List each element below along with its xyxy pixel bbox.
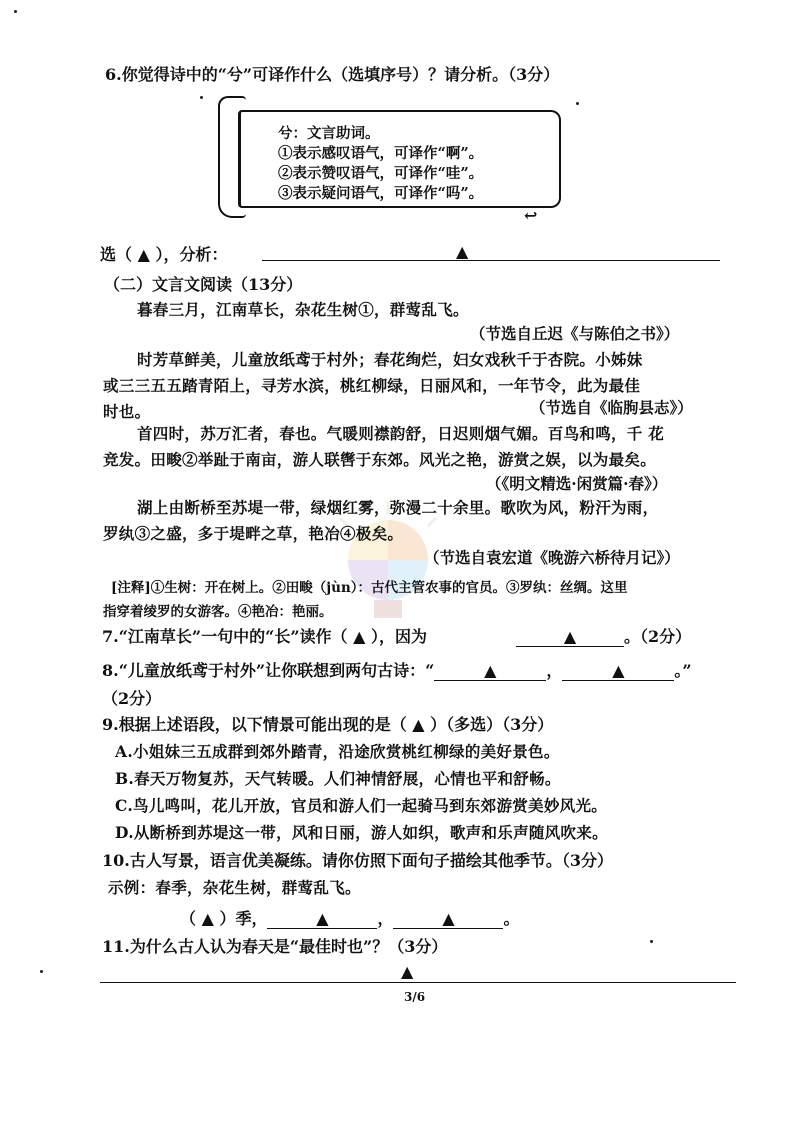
passage-3-line-2: 竞发。田畯②举趾于南亩，游人联辔于东郊。风光之艳，游赏之娱，以为最矣。 bbox=[103, 450, 657, 469]
watermark-lightbulb-icon bbox=[318, 498, 458, 638]
annotation-line-2: 指穿着绫罗的女游客。④艳冶：艳丽。 bbox=[103, 604, 333, 620]
q11-answer-mark: ▲ bbox=[401, 962, 414, 981]
scan-speck bbox=[576, 102, 579, 105]
q8-blank-2[interactable]: ▲ bbox=[562, 662, 674, 681]
q11-prompt: 11.为什么古人认为春天是“最佳时也”？（3分） bbox=[102, 937, 448, 956]
q10-blank-1[interactable]: ▲ bbox=[267, 910, 377, 929]
passage-1-source: （节选自丘迟《与陈伯之书》） bbox=[470, 324, 680, 343]
q10-end: 。 bbox=[503, 909, 520, 928]
q10-blank-2[interactable]: ▲ bbox=[393, 910, 503, 929]
passage-3-source: （《明文精选·闲赏篇·春》） bbox=[486, 474, 668, 493]
passage-4-source: （节选自袁宏道《晚游六桥待月记》） bbox=[424, 548, 680, 567]
scroll-curl-icon: ↩ bbox=[524, 206, 538, 225]
scan-speck bbox=[40, 970, 43, 973]
passage-4-line-2: 罗纨③之盛，多于堤畔之草，艳冶④极矣。 bbox=[103, 524, 404, 543]
q9-option-c[interactable]: C.鸟儿鸣叫，花儿开放，官员和游人们一起骑马到东郊游赏美妙风光。 bbox=[115, 796, 608, 815]
passage-1: 暮春三月，江南草长，杂花生树①，群莺乱飞。 bbox=[137, 300, 469, 319]
passage-2-line-3: 时也。 bbox=[103, 402, 151, 421]
passage-2-line-2: 或三三五五踏青陌上，寻芳水滨，桃红柳绿，日丽风和，一年节令，此为最佳 bbox=[103, 376, 641, 395]
passage-2-source: （节选自《临朐县志》） bbox=[530, 398, 693, 417]
scroll-line-4: ③表示疑问语气，可译作“吗”。 bbox=[278, 185, 484, 202]
scroll-line-1: 兮：文言助词。 bbox=[278, 125, 380, 142]
scroll-line-3: ②表示赞叹语气，可译作“哇”。 bbox=[278, 165, 484, 182]
q8-blank-1[interactable]: ▲ bbox=[434, 662, 546, 681]
q9-prompt: 9.根据上述语段，以下情景可能出现的是（ ▲ ）（多选）（3分） bbox=[102, 715, 554, 734]
q9-option-d[interactable]: D.从断桥到苏堤这一带，风和日丽，游人如织，歌声和乐声随风吹来。 bbox=[115, 823, 608, 842]
q10-season-blank[interactable]: （ ▲ ）季， bbox=[180, 909, 268, 928]
definition-scroll bbox=[218, 96, 546, 214]
passage-2-line-1: 时芳草鲜美，儿童放纸鸢于村外；春花绚烂，妇女戏秋千于杏院。小姊妹 bbox=[137, 350, 643, 369]
q7-score: 。（2分） bbox=[624, 627, 692, 646]
q8-comma: ， bbox=[546, 661, 563, 680]
passage-4-line-1: 湖上由断桥至苏堤一带，绿烟红雾，弥漫二十余里。歌吹为风，粉汗为雨， bbox=[137, 498, 659, 517]
q10-example: 示例：春季，杂花生树，群莺乱飞。 bbox=[108, 878, 361, 897]
q9-option-a[interactable]: A.小姐妹三五成群到郊外踏青，沿途欣赏桃红柳绿的美好景色。 bbox=[115, 742, 560, 761]
q10-prompt: 10.古人写景，语言优美凝练。请你仿照下面句子描绘其他季节。（3分） bbox=[102, 851, 613, 870]
annotation-line-1: [注释]①生树：开在树上。②田畯（jùn）：古代主管农事的官员。③罗纨：丝绸。这里 bbox=[111, 580, 628, 596]
scan-speck bbox=[14, 10, 17, 13]
q7-prompt: 7.“江南草长”一句中的“长”读作（ ▲ ），因为 bbox=[102, 627, 427, 646]
passage-3-line-1: 首四时，苏万汇者，春也。气暖则襟韵舒，日迟则烟气媚。百鸟和鸣，千 花 bbox=[137, 424, 665, 443]
section2-title: （二）文言文阅读（13分） bbox=[104, 275, 303, 294]
page-number: 3/6 bbox=[404, 990, 426, 1004]
q6-answer-prefix: 选（ ▲ ），分析： bbox=[100, 245, 228, 264]
scan-speck bbox=[200, 96, 203, 99]
scroll-line-2: ①表示感叹语气，可译作“啊”。 bbox=[278, 145, 484, 162]
q8-end: 。” bbox=[674, 661, 692, 680]
q7-answer-blank[interactable]: ▲ bbox=[516, 628, 624, 647]
q8-prompt: 8.“儿童放纸鸢于村外”让你联想到两句古诗：“ bbox=[102, 661, 435, 680]
q8-score: （2分） bbox=[102, 689, 162, 708]
scan-speck bbox=[650, 940, 653, 943]
q6-answer-mark: ▲ bbox=[456, 242, 469, 261]
q11-answer-line[interactable] bbox=[100, 982, 736, 983]
q6-answer-line[interactable] bbox=[262, 260, 720, 261]
q9-option-b[interactable]: B.春天万物复苏，天气转暖。人们神情舒展，心情也平和舒畅。 bbox=[115, 769, 561, 788]
q6-prompt: 6.你觉得诗中的“兮”可译作什么（选填序号）？请分析。（3分） bbox=[105, 65, 560, 84]
q10-comma: ， bbox=[377, 909, 394, 928]
